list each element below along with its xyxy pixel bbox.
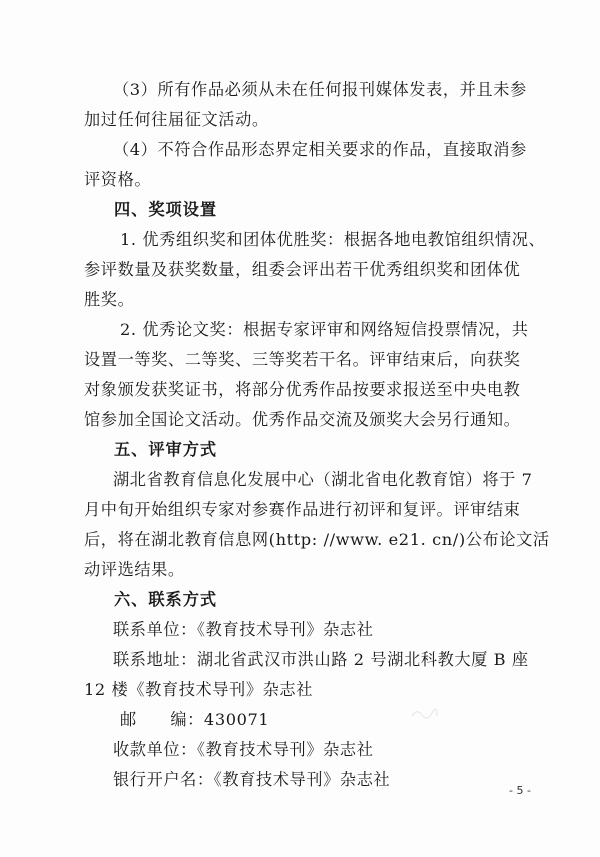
paragraph-line: 加过任何往届征文活动。 — [84, 110, 269, 129]
faint-mark-icon — [410, 706, 438, 720]
contact-address-cont: 12 楼《教育技术导刊》杂志社 — [84, 680, 313, 699]
paragraph-line: 设置一等奖、二等奖、三等奖若干名。评审结束后，向获奖 — [84, 350, 521, 369]
paragraph-line: 参评数量及获奖数量，组委会评出若干优秀组织奖和团体优 — [84, 260, 521, 279]
payee-unit: 收款单位：《教育技术导刊》杂志社 — [113, 740, 374, 759]
section-heading-review: 五、评审方式 — [114, 440, 218, 459]
contact-unit: 联系单位：《教育技术导刊》杂志社 — [113, 620, 374, 639]
paragraph-line: 月中旬开始组织专家对参赛作品进行初评和复评。评审结束 — [84, 500, 521, 519]
paragraph-line: 湖北省教育信息化发展中心（湖北省电化教育馆）将于 7 — [113, 470, 533, 489]
page-number: - 5 - — [509, 784, 531, 797]
postal-code: 邮 编：430071 — [120, 710, 270, 729]
paragraph-line: （3）所有作品必须从未在任何报刊媒体发表，并且未参 — [113, 80, 527, 99]
paragraph-line: 2. 优秀论文奖：根据专家评审和网络短信投票情况，共 — [120, 320, 529, 339]
contact-address: 联系地址：湖北省武汉市洪山路 2 号湖北科教大厦 B 座 — [113, 650, 529, 669]
paragraph-line: 评资格。 — [84, 170, 152, 189]
paragraph-line: 后，将在湖北教育信息网(http: //www. e21. cn/)公布论文活 — [84, 530, 550, 549]
paragraph-line: 馆参加全国论文活动。优秀作品交流及颁奖大会另行通知。 — [84, 410, 521, 429]
paragraph-line: 对象颁发获奖证书，将部分优秀作品按要求报送至中央电教 — [84, 380, 521, 399]
paragraph-line: 动评选结果。 — [84, 560, 185, 579]
paragraph-line: （4）不符合作品形态界定相关要求的作品，直接取消参 — [113, 140, 527, 159]
bank-account-name: 银行开户名：《教育技术导刊》杂志社 — [113, 770, 391, 789]
paragraph-line: 胜奖。 — [84, 290, 135, 309]
section-heading-awards: 四、奖项设置 — [114, 200, 218, 219]
section-heading-contact: 六、联系方式 — [114, 590, 218, 609]
paragraph-line: 1. 优秀组织奖和团体优胜奖：根据各地电教馆组织情况、 — [120, 230, 546, 249]
